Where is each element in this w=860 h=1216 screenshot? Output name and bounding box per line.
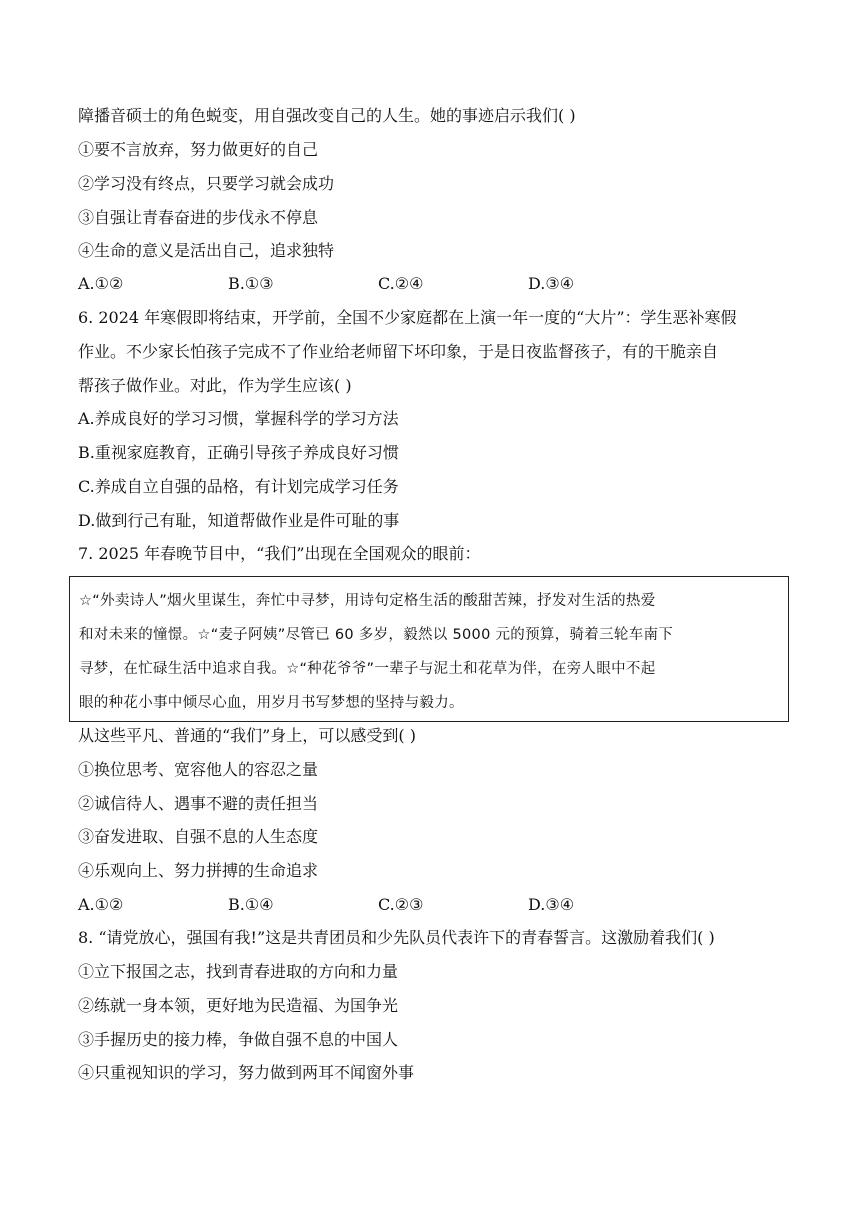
q5-option-b[interactable]: B.①③ bbox=[228, 274, 274, 293]
q5-option-a[interactable]: A.①② bbox=[78, 274, 124, 293]
q6-stem-line-1: 6. 2024 年寒假即将结束，开学前，全国不少家庭都在上演一年一度的“大片”：学生恶补寒假 bbox=[78, 308, 737, 327]
q6-option-a[interactable]: A.养成良好的学习习惯，掌握科学的学习方法 bbox=[78, 409, 399, 428]
q8-item-2: ②练就一身本领，更好地为民造福、为国争光 bbox=[78, 996, 399, 1015]
q6-option-c[interactable]: C.养成自立自强的品格，有计划完成学习任务 bbox=[78, 477, 399, 496]
q7-item-2: ②诚信待人、遇事不避的责任担当 bbox=[78, 794, 319, 813]
q7-item-4: ④乐观向上、努力拼搏的生命追求 bbox=[78, 861, 319, 880]
q7-material-line-4: 眼的种花小事中倾尽心血，用岁月书写梦想的坚持与毅力。 bbox=[79, 695, 464, 711]
q7-item-1: ①换位思考、宽容他人的容忍之量 bbox=[78, 760, 319, 779]
q5-option-d[interactable]: D.③④ bbox=[528, 274, 575, 293]
q8-item-4: ④只重视知识的学习，努力做到两耳不闻窗外事 bbox=[78, 1063, 415, 1082]
q8-item-1: ①立下报国之志，找到青春进取的方向和力量 bbox=[78, 962, 399, 981]
q5-options bbox=[78, 273, 678, 295]
q6-option-b[interactable]: B.重视家庭教育，正确引导孩子养成良好习惯 bbox=[78, 443, 399, 462]
q7-options bbox=[78, 894, 678, 916]
q5-item-1: ①要不言放弃，努力做更好的自己 bbox=[78, 140, 319, 159]
q5-stem-tail: 障播音硕士的角色蜕变，用自强改变自己的人生。她的事迹启示我们( ) bbox=[78, 106, 576, 125]
q7-material-line-3: 寻梦，在忙碌生活中追求自我。☆“种花爷爷”一辈子与泥土和花草为伴，在旁人眼中不起 bbox=[79, 661, 656, 677]
q8-stem: 8. “请党放心，强国有我!”这是共青团员和少先队员代表许下的青春誓言。这激励着我们( ) bbox=[78, 928, 715, 947]
q7-option-b[interactable]: B.①④ bbox=[228, 895, 274, 914]
q5-item-3: ③自强让青春奋进的步伐永不停息 bbox=[78, 208, 319, 227]
q7-material-line-2: 和对未来的憧憬。☆“麦子阿姨”尽管已 60 多岁，毅然以 5000 元的预算，骑着三轮车南下 bbox=[79, 627, 674, 643]
q5-item-2: ②学习没有终点，只要学习就会成功 bbox=[78, 174, 335, 193]
q5-option-c[interactable]: C.②④ bbox=[378, 274, 424, 293]
q7-stem: 7. 2025 年春晚节目中，“我们”出现在全国观众的眼前： bbox=[78, 544, 481, 563]
q7-option-d[interactable]: D.③④ bbox=[528, 895, 575, 914]
q7-material-box bbox=[69, 576, 789, 722]
q6-stem-line-3: 帮孩子做作业。对此，作为学生应该( ) bbox=[78, 376, 352, 395]
q7-option-a[interactable]: A.①② bbox=[78, 895, 124, 914]
q7-item-3: ③奋发进取、自强不息的人生态度 bbox=[78, 827, 319, 846]
q5-item-4: ④生命的意义是活出自己，追求独特 bbox=[78, 241, 335, 260]
q7-material-line-1: ☆“外卖诗人”烟火里谋生，奔忙中寻梦，用诗句定格生活的酸甜苦辣，抒发对生活的热爱 bbox=[79, 593, 656, 609]
q7-option-c[interactable]: C.②③ bbox=[378, 895, 424, 914]
q7-question: 从这些平凡、普通的“我们”身上，可以感受到( ) bbox=[78, 726, 416, 745]
q6-stem-line-2: 作业。不少家长怕孩子完成不了作业给老师留下坏印象，于是日夜监督孩子，有的干脆亲自 bbox=[78, 342, 719, 361]
q8-item-3: ③手握历史的接力棒，争做自强不息的中国人 bbox=[78, 1030, 399, 1049]
q6-option-d[interactable]: D.做到行己有耻，知道帮做作业是件可耻的事 bbox=[78, 511, 400, 530]
